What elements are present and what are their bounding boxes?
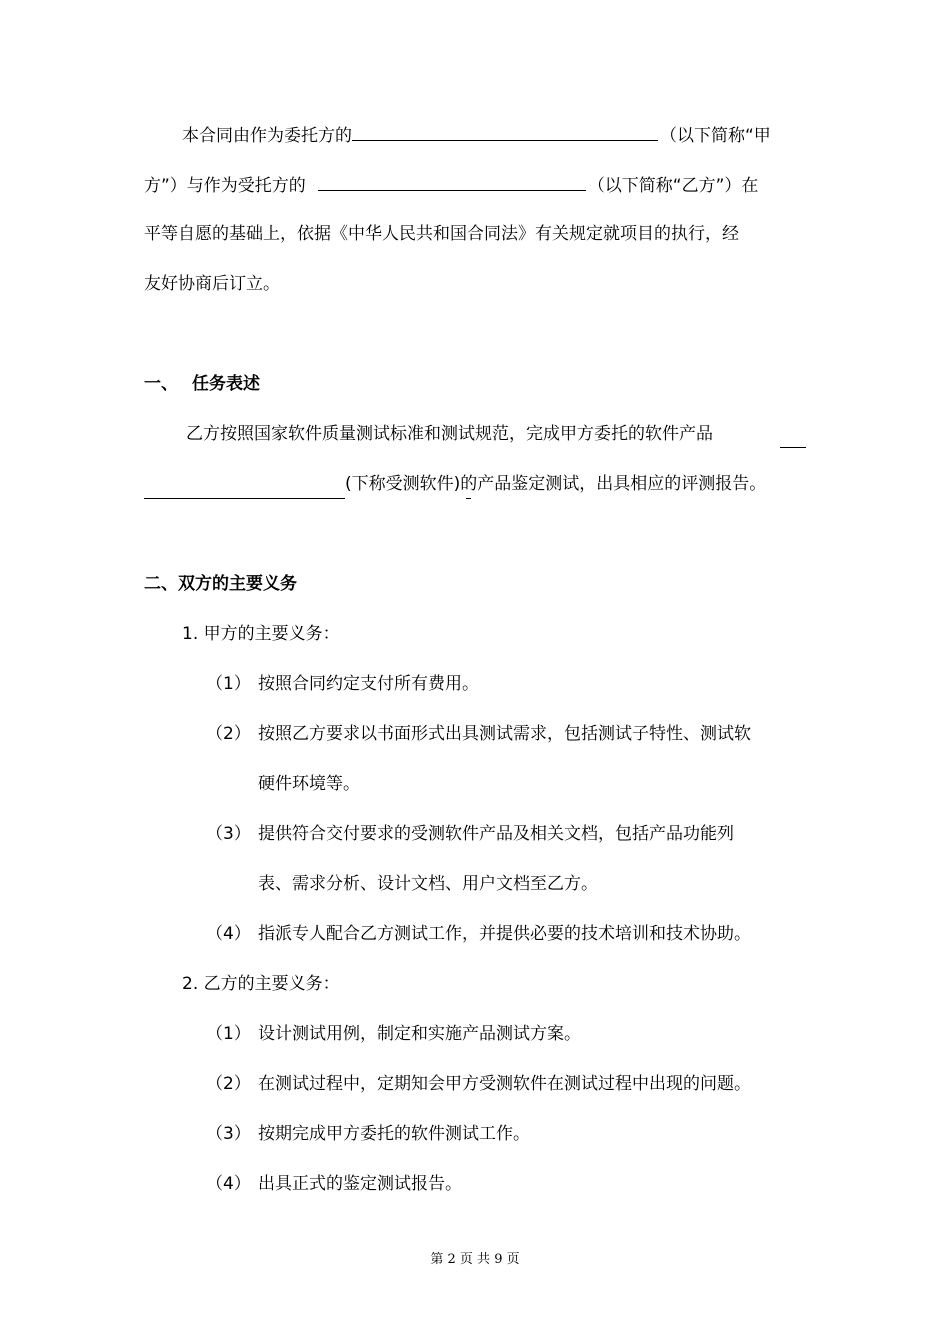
party-a-item-3-cont: 表、需求分析、设计文档、用户文档至乙方。: [258, 874, 598, 894]
party-b-item-4: [206, 1172, 462, 1196]
section-1-para-line-1: [186, 422, 713, 446]
contractor-name-blank[interactable]: [318, 172, 586, 191]
party-a-item-2-cont: 硬件环境等。: [258, 774, 360, 794]
item-text: 设计测试用例，制定和实施产品测试方案。: [258, 1024, 581, 1044]
item-text: 提供符合交付要求的受测软件产品及相关文档，包括产品功能列: [258, 824, 734, 844]
intro-line-3: 平等自愿的基础上，依据《中华人民共和国合同法》有关规定就项目的执行，经: [144, 224, 739, 244]
item-text: 按期完成甲方委托的软件测试工作。: [258, 1124, 530, 1144]
intro-text: 本合同由作为委托方的: [182, 126, 352, 146]
section-1-heading: [144, 372, 260, 396]
underline-mark: [466, 498, 471, 499]
party-b-heading: 2. 乙方的主要义务：: [182, 974, 340, 994]
party-b-item-2: [206, 1072, 751, 1096]
section-1-text: 乙方按照国家软件质量测试标准和测试规范，完成甲方委托的软件产品: [186, 424, 713, 444]
party-a-item-2: [206, 722, 751, 746]
client-name-blank[interactable]: [352, 122, 658, 141]
item-number: （3）: [206, 1124, 251, 1144]
party-b-item-3: [206, 1122, 530, 1146]
party-a-item-1: [206, 672, 479, 696]
intro-text: 方”）与作为受托方的: [144, 176, 306, 196]
item-text: 指派专人配合乙方测试工作，并提供必要的技术培训和技术协助。: [258, 924, 751, 944]
item-text: 出具正式的鉴定测试报告。: [258, 1174, 462, 1194]
item-number: （2）: [206, 1074, 251, 1094]
item-number: （4）: [206, 1174, 251, 1194]
product-name-blank[interactable]: [144, 497, 345, 499]
page-footer: 第 2 页 共 9 页: [430, 1252, 520, 1267]
section-1-title: 任务表述: [192, 374, 260, 394]
item-text: 按照乙方要求以书面形式出具测试需求，包括测试子特性、测试软: [258, 724, 751, 744]
item-text: 在测试过程中，定期知会甲方受测软件在测试过程中出现的问题。: [258, 1074, 751, 1094]
intro-text: （以下简称“乙方”）在: [587, 176, 759, 196]
intro-text: （以下简称“甲: [660, 126, 771, 146]
party-a-item-4: [206, 922, 751, 946]
intro-line-4: 友好协商后订立。: [144, 274, 280, 294]
item-number: （1）: [206, 1024, 251, 1044]
item-number: （2）: [206, 724, 251, 744]
party-b-item-1: [206, 1022, 581, 1046]
party-a-item-3: [206, 822, 734, 846]
section-1-para-line-2: (下称受测软件)的产品鉴定测试，出具相应的评测报告。: [345, 474, 767, 494]
party-a-heading: 1. 甲方的主要义务：: [182, 624, 340, 644]
intro-line-2: [144, 172, 758, 196]
item-number: （4）: [206, 924, 251, 944]
product-name-blank-start[interactable]: [780, 446, 806, 448]
intro-line-1: [182, 122, 771, 146]
section-1-number: 一、: [144, 374, 178, 394]
item-text: 按照合同约定支付所有费用。: [258, 674, 479, 694]
item-number: （1）: [206, 674, 251, 694]
item-number: （3）: [206, 824, 251, 844]
section-2-heading: 二、双方的主要义务: [144, 574, 297, 594]
